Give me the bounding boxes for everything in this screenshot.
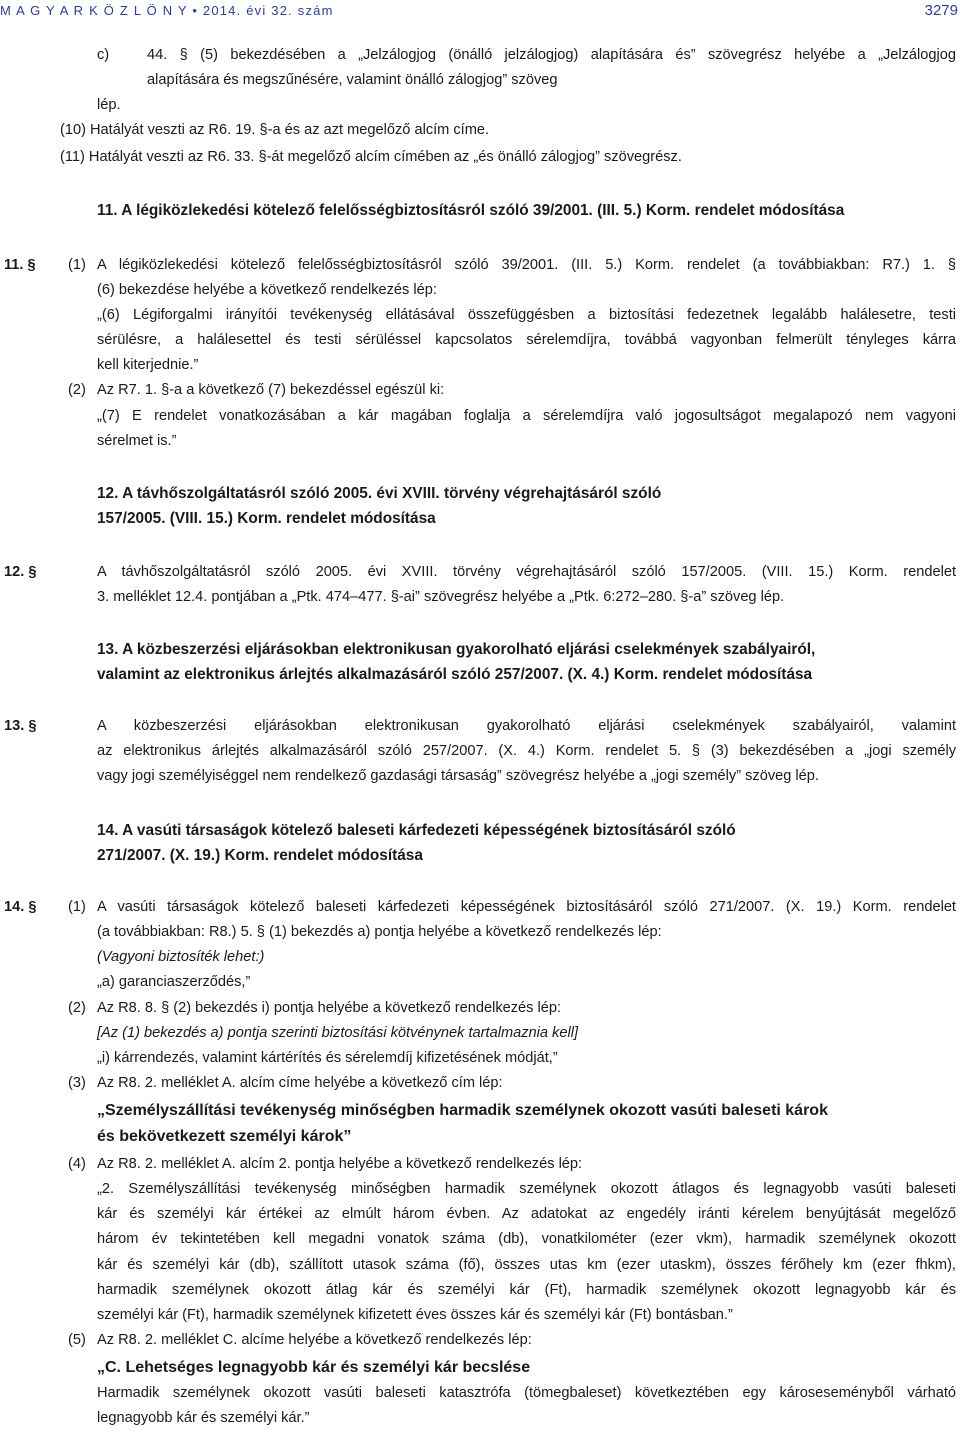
text-line: A vasúti társaságok kötelező baleseti kárfedezeti képességének biztosításáról szóló 271/2007. (X. 19.) Korm. rendelet	[97, 899, 956, 915]
journal-title: M A G Y A R K Ö Z L Ö N Y • 2014. évi 32. szám	[0, 3, 334, 18]
text-line: legnagyobb kár és személyi kár.”	[97, 1410, 310, 1426]
text-line: sérelmet is.”	[97, 433, 177, 449]
section-heading-line: 157/2005. (VIII. 15.) Korm. rendelet módosítása	[97, 510, 436, 527]
text-line: (1)	[68, 899, 86, 915]
section-heading-line: 13. A közbeszerzési eljárásokban elektronikusan gyakorolható eljárási cselekmények szabályairól,	[97, 641, 816, 658]
text-line: „i) kárrendezés, valamint kártérítés és sérelemdíj kifizetésének módját,”	[97, 1050, 558, 1066]
text-line: A távhőszolgáltatásról szóló 2005. évi XVIII. törvény végrehajtásáról szóló 157/2005. (VIII. 15.) Korm. rendelet	[97, 564, 956, 580]
text-line: (5)	[68, 1332, 86, 1348]
paragraph-number: 11. §	[4, 257, 36, 273]
text-line: „(6) Légiforgalmi irányítói tevékenység ellátásával összefüggésben a biztosítási fedezetnek legalább halálesetre, testi	[97, 307, 956, 323]
text-line: (2)	[68, 382, 86, 398]
text-line: [Az (1) bekezdés a) pontja szerinti biztosítási kötvénynek tartalmaznia kell]	[97, 1025, 579, 1041]
journal-header	[0, 0, 960, 22]
text-line: (Vagyoni biztosíték lehet:)	[97, 949, 265, 965]
text-line: (2)	[68, 1000, 86, 1016]
text-line: alapítására és megszűnésére, valamint önálló zálogjog” szöveg	[147, 72, 558, 88]
section-heading-line: 271/2007. (X. 19.) Korm. rendelet módosítása	[97, 847, 423, 864]
paragraph-number: 14. §	[4, 899, 37, 915]
text-line: (a továbbiakban: R8.) 5. § (1) bekezdés a) pontja helyébe a következő rendelkezés lép:	[97, 924, 662, 940]
section-heading-line: 12. A távhőszolgáltatásról szóló 2005. évi XVIII. törvény végrehajtásáról szóló	[97, 485, 662, 502]
text-line: és bekövetkezett személyi károk”	[97, 1128, 352, 1145]
text-line: (10) Hatályát veszti az R6. 19. §-a és az azt megelőző alcím címe.	[60, 122, 490, 138]
text-line: Az R8. 2. melléklet C. alcíme helyébe a következő rendelkezés lép:	[97, 1332, 532, 1348]
text-line: (11) Hatályát veszti az R6. 33. §-át megelőző alcím címében az „és önálló zálogjog” szövegrész.	[60, 149, 682, 165]
text-line: Az R8. 8. § (2) bekezdés i) pontja helyébe a következő rendelkezés lép:	[97, 1000, 562, 1016]
text-line: három év tekintetében kell megadni vonatok száma (db), vonatkilométer (ezer vkm), harmadik személynek okozott	[97, 1231, 956, 1247]
text-line: Az R8. 2. melléklet A. alcím 2. pontja helyébe a következő rendelkezés lép:	[97, 1156, 583, 1172]
text-line: (4)	[68, 1156, 86, 1172]
text-line: harmadik személynek okozott átlag kár és személyi kár (Ft), harmadik személynek okozott legnagyobb kár és	[97, 1282, 956, 1298]
paragraph-number: 13. §	[4, 718, 37, 734]
text-line: sérülésre, a halálesettel és testi sérüléssel kapcsolatos sérelemdíjra, továbbá vagyonban felmerült tényleges kárra	[97, 332, 956, 348]
text-line: „(7) E rendelet vonatkozásában a kár magában foglalja a sérelemdíjra való jogosultságot megalapozó nem vagyoni	[97, 408, 956, 424]
text-line: kár és személyi kár (db), szállított utasok száma (fő), összes utas km (ezer utaskm), összes férőhely km (ezer fhkm),	[97, 1257, 956, 1273]
section-heading-line: 11. A légiközlekedési kötelező felelősségbiztosításról szóló 39/2001. (III. 5.) Korm. rendelet módosítása	[97, 202, 845, 219]
text-line: kell kiterjednie.”	[97, 357, 199, 373]
text-line: vagy jogi személyiséggel nem rendelkező gazdasági társaság” szövegrész helyébe a „jogi személy” szöveg lép.	[97, 768, 819, 784]
text-line: Az R8. 2. melléklet A. alcím címe helyébe a következő cím lép:	[97, 1075, 503, 1091]
text-line: (3)	[68, 1075, 86, 1091]
text-line: kár és személyi kár értékei az elmúlt három évben. Az adatokat az engedély iránti kérelem benyújtását megelőző	[97, 1206, 956, 1222]
text-line: 44. § (5) bekezdésében a „Jelzálogjog (önálló jelzálogjog) alapítására és” szövegrész helyébe a „Jelzálogjog	[147, 47, 956, 63]
text-line: A közbeszerzési eljárásokban elektronikusan gyakorolható eljárási cselekmények szabályairól, valamint	[97, 718, 956, 734]
text-line: lép.	[97, 97, 121, 113]
page-number: 3279	[924, 2, 958, 19]
text-line: „Személyszállítási tevékenység minőségben harmadik személynek okozott vasúti baleseti károk	[97, 1102, 828, 1119]
text-line: A légiközlekedési kötelező felelősségbiztosításról szóló 39/2001. (III. 5.) Korm. rendelet (a továbbiakban: R7.) 1. §	[97, 257, 956, 273]
section-heading-line: valamint az elektronikus árlejtés alkalmazásáról szóló 257/2007. (X. 4.) Korm. rendelet módosítása	[97, 666, 813, 683]
text-line: (1)	[68, 257, 86, 273]
text-line: „2. Személyszállítási tevékenység minőségben harmadik személynek okozott átlagos és legnagyobb vasúti baleseti	[97, 1181, 956, 1197]
text-line: személyi kár (Ft), harmadik személynek kifizetett éves összes kár és személyi kár (Ft) bontásban.”	[97, 1307, 733, 1323]
text-line: c)	[97, 47, 110, 63]
text-line: Harmadik személynek okozott vasúti baleseti katasztrófa (tömegbaleset) következtében egy károseseményből várható	[97, 1385, 956, 1401]
text-line: Az R7. 1. §-a a következő (7) bekezdéssel egészül ki:	[97, 382, 445, 398]
text-line: (6) bekezdése helyébe a következő rendelkezés lép:	[97, 282, 437, 298]
paragraph-number: 12. §	[4, 564, 37, 580]
section-heading-line: 14. A vasúti társaságok kötelező baleseti kárfedezeti képességének biztosításáról szóló	[97, 822, 736, 839]
text-line: „C. Lehetséges legnagyobb kár és személyi kár becslése	[97, 1359, 531, 1376]
text-line: 3. melléklet 12.4. pontjában a „Ptk. 474–477. §-ai” szövegrész helyébe a „Ptk. 6:272–280. §-a” szöveg lép.	[97, 589, 785, 605]
text-line: „a) garanciaszerződés,”	[97, 974, 251, 990]
text-line: az elektronikus árlejtés alkalmazásáról szóló 257/2007. (X. 4.) Korm. rendelet 5. § (3) bekezdésében a „jogi személy	[97, 743, 956, 759]
